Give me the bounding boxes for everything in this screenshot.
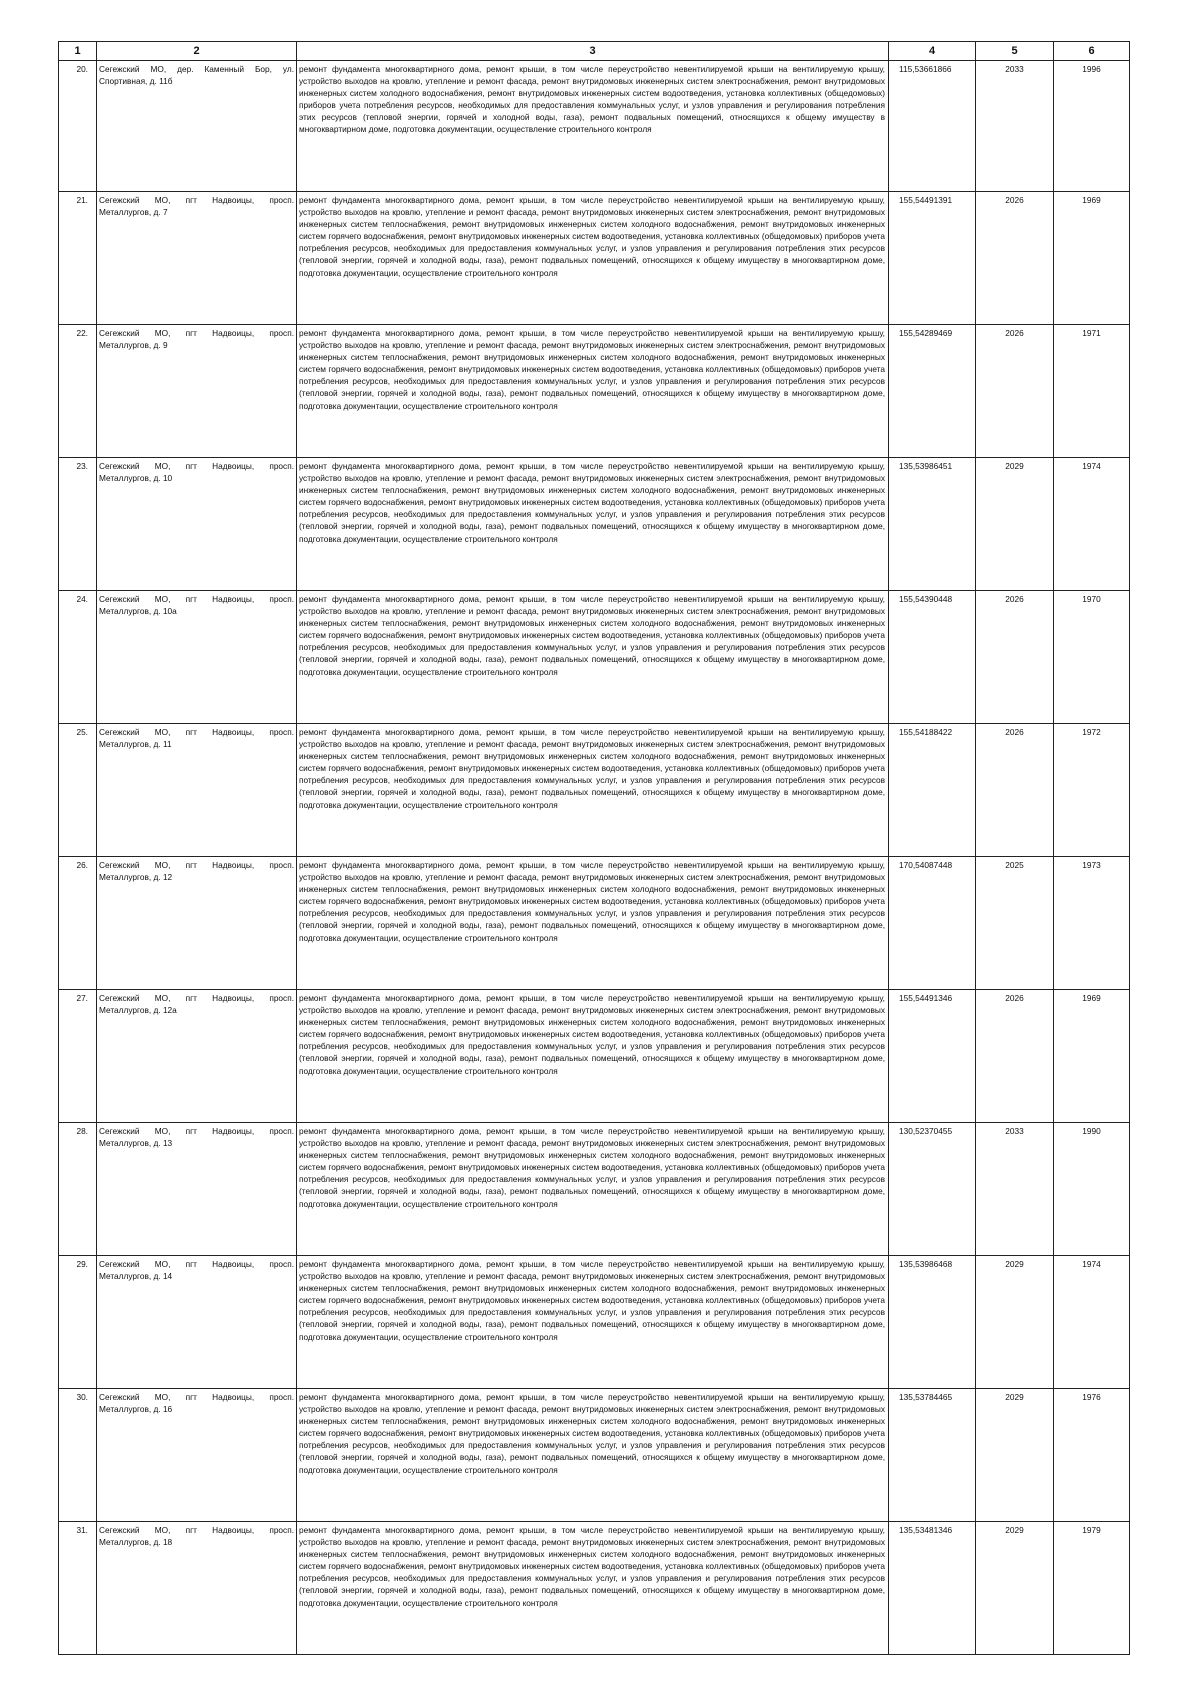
row-cost-value: 135,53784465 — [889, 1389, 976, 1522]
row-address: Сегежский МО, дер. Каменный Бор, ул. Спортивная, д. 11б — [97, 61, 297, 192]
row-number: 31. — [59, 1522, 97, 1655]
row-number: 30. — [59, 1389, 97, 1522]
row-repair-year: 2029 — [976, 458, 1054, 591]
row-works-list: ремонт фундамента многоквартирного дома, ремонт крыши, в том числе переустройство невентилируемой крыши на вентилируемую крышу, устройство выходов на кровлю, утепление и ремонт фасада, ремонт внутридомовых инженерных систем электроснабжения, ремонт внутридомовых инженерных систем теплоснабжения, ремонт внутридомовых инженерных систем холодного водоснабжения, ремонт внутридомовых инженерных систем горячего водоснабжения, ремонт внутридомовых инженерных систем водоотведения, установка коллективных (общедомовых) приборов учета потребления ресурсов, необходимых для предоставления коммунальных услуг, и узлов управления и регулирования потребления этих ресурсов (тепловой энергии, горячей и холодной воды, газа), ремонт подвальных помещений, относящихся к общему имуществу в многоквартирном доме, подготовка документации, осуществление строительного контроля — [297, 192, 889, 325]
table-header-row — [59, 42, 1130, 61]
row-number: 26. — [59, 857, 97, 990]
column-header: 1 — [59, 42, 97, 61]
row-works-list: ремонт фундамента многоквартирного дома, ремонт крыши, в том числе переустройство невентилируемой крыши на вентилируемую крышу, устройство выходов на кровлю, утепление и ремонт фасада, ремонт внутридомовых инженерных систем электроснабжения, ремонт внутридомовых инженерных систем теплоснабжения, ремонт внутридомовых инженерных систем холодного водоснабжения, ремонт внутридомовых инженерных систем горячего водоснабжения, ремонт внутридомовых инженерных систем водоотведения, установка коллективных (общедомовых) приборов учета потребления ресурсов, необходимых для предоставления коммунальных услуг, и узлов управления и регулирования потребления этих ресурсов (тепловой энергии, горячей и холодной воды, газа), ремонт подвальных помещений, относящихся к общему имуществу в многоквартирном доме, подготовка документации, осуществление строительного контроля — [297, 325, 889, 458]
row-address: Сегежский МО, пгт Надвоицы, просп. Металлургов, д. 13 — [97, 1123, 297, 1256]
row-repair-year: 2025 — [976, 857, 1054, 990]
row-repair-year: 2026 — [976, 724, 1054, 857]
table-row — [59, 192, 1130, 325]
row-works-list: ремонт фундамента многоквартирного дома, ремонт крыши, в том числе переустройство невентилируемой крыши на вентилируемую крышу, устройство выходов на кровлю, утепление и ремонт фасада, ремонт внутридомовых инженерных систем электроснабжения, ремонт внутридомовых инженерных систем теплоснабжения, ремонт внутридомовых инженерных систем холодного водоснабжения, ремонт внутридомовых инженерных систем горячего водоснабжения, ремонт внутридомовых инженерных систем водоотведения, установка коллективных (общедомовых) приборов учета потребления ресурсов, необходимых для предоставления коммунальных услуг, и узлов управления и регулирования потребления этих ресурсов (тепловой энергии, горячей и холодной воды, газа), ремонт подвальных помещений, относящихся к общему имуществу в многоквартирном доме, подготовка документации, осуществление строительного контроля — [297, 857, 889, 990]
table-row — [59, 857, 1130, 990]
row-works-list: ремонт фундамента многоквартирного дома, ремонт крыши, в том числе переустройство невентилируемой крыши на вентилируемую крышу, устройство выходов на кровлю, утепление и ремонт фасада, ремонт внутридомовых инженерных систем электроснабжения, ремонт внутридомовых инженерных систем теплоснабжения, ремонт внутридомовых инженерных систем холодного водоснабжения, ремонт внутридомовых инженерных систем горячего водоснабжения, ремонт внутридомовых инженерных систем водоотведения, установка коллективных (общедомовых) приборов учета потребления ресурсов, необходимых для предоставления коммунальных услуг, и узлов управления и регулирования потребления этих ресурсов (тепловой энергии, горячей и холодной воды, газа), ремонт подвальных помещений, относящихся к общему имуществу в многоквартирном доме, подготовка документации, осуществление строительного контроля — [297, 591, 889, 724]
row-build-year: 1969 — [1054, 990, 1130, 1123]
row-number: 24. — [59, 591, 97, 724]
row-number: 22. — [59, 325, 97, 458]
table-row — [59, 1123, 1130, 1256]
column-header: 6 — [1054, 42, 1130, 61]
row-address: Сегежский МО, пгт Надвоицы, просп. Металлургов, д. 12а — [97, 990, 297, 1123]
row-repair-year: 2029 — [976, 1256, 1054, 1389]
row-cost-value: 135,53986451 — [889, 458, 976, 591]
row-address: Сегежский МО, пгт Надвоицы, просп. Металлургов, д. 12 — [97, 857, 297, 990]
row-cost-value: 135,53481346 — [889, 1522, 976, 1655]
row-address: Сегежский МО, пгт Надвоицы, просп. Металлургов, д. 10 — [97, 458, 297, 591]
row-build-year: 1970 — [1054, 591, 1130, 724]
table-row — [59, 61, 1130, 192]
row-address: Сегежский МО, пгт Надвоицы, просп. Металлургов, д. 10а — [97, 591, 297, 724]
row-works-list: ремонт фундамента многоквартирного дома, ремонт крыши, в том числе переустройство невентилируемой крыши на вентилируемую крышу, устройство выходов на кровлю, утепление и ремонт фасада, ремонт внутридомовых инженерных систем электроснабжения, ремонт внутридомовых инженерных систем теплоснабжения, ремонт внутридомовых инженерных систем холодного водоснабжения, ремонт внутридомовых инженерных систем горячего водоснабжения, ремонт внутридомовых инженерных систем водоотведения, установка коллективных (общедомовых) приборов учета потребления ресурсов, необходимых для предоставления коммунальных услуг, и узлов управления и регулирования потребления этих ресурсов (тепловой энергии, горячей и холодной воды, газа), ремонт подвальных помещений, относящихся к общему имуществу в многоквартирном доме, подготовка документации, осуществление строительного контроля — [297, 1522, 889, 1655]
row-address: Сегежский МО, пгт Надвоицы, просп. Металлургов, д. 7 — [97, 192, 297, 325]
row-repair-year: 2029 — [976, 1522, 1054, 1655]
row-works-list: ремонт фундамента многоквартирного дома, ремонт крыши, в том числе переустройство невентилируемой крыши на вентилируемую крышу, устройство выходов на кровлю, утепление и ремонт фасада, ремонт внутридомовых инженерных систем электроснабжения, ремонт внутридомовых инженерных систем теплоснабжения, ремонт внутридомовых инженерных систем холодного водоснабжения, ремонт внутридомовых инженерных систем горячего водоснабжения, ремонт внутридомовых инженерных систем водоотведения, установка коллективных (общедомовых) приборов учета потребления ресурсов, необходимых для предоставления коммунальных услуг, и узлов управления и регулирования потребления этих ресурсов (тепловой энергии, горячей и холодной воды, газа), ремонт подвальных помещений, относящихся к общему имуществу в многоквартирном доме, подготовка документации, осуществление строительного контроля — [297, 724, 889, 857]
row-repair-year: 2033 — [976, 1123, 1054, 1256]
row-build-year: 1990 — [1054, 1123, 1130, 1256]
document-page — [58, 41, 1129, 1655]
column-header: 2 — [97, 42, 297, 61]
row-address: Сегежский МО, пгт Надвоицы, просп. Металлургов, д. 18 — [97, 1522, 297, 1655]
row-repair-year: 2026 — [976, 990, 1054, 1123]
table-row — [59, 990, 1130, 1123]
row-works-list: ремонт фундамента многоквартирного дома, ремонт крыши, в том числе переустройство невентилируемой крыши на вентилируемую крышу, устройство выходов на кровлю, утепление и ремонт фасада, ремонт внутридомовых инженерных систем электроснабжения, ремонт внутридомовых инженерных систем теплоснабжения, ремонт внутридомовых инженерных систем холодного водоснабжения, ремонт внутридомовых инженерных систем горячего водоснабжения, ремонт внутридомовых инженерных систем водоотведения, установка коллективных (общедомовых) приборов учета потребления ресурсов, необходимых для предоставления коммунальных услуг, и узлов управления и регулирования потребления этих ресурсов (тепловой энергии, горячей и холодной воды, газа), ремонт подвальных помещений, относящихся к общему имуществу в многоквартирном доме, подготовка документации, осуществление строительного контроля — [297, 1389, 889, 1522]
row-number: 21. — [59, 192, 97, 325]
column-header: 3 — [297, 42, 889, 61]
row-build-year: 1974 — [1054, 1256, 1130, 1389]
row-repair-year: 2033 — [976, 61, 1054, 192]
row-cost-value: 170,54087448 — [889, 857, 976, 990]
row-address: Сегежский МО, пгт Надвоицы, просп. Металлургов, д. 11 — [97, 724, 297, 857]
row-number: 20. — [59, 61, 97, 192]
row-works-list: ремонт фундамента многоквартирного дома, ремонт крыши, в том числе переустройство невентилируемой крыши на вентилируемую крышу, устройство выходов на кровлю, утепление и ремонт фасада, ремонт внутридомовых инженерных систем электроснабжения, ремонт внутридомовых инженерных систем теплоснабжения, ремонт внутридомовых инженерных систем холодного водоснабжения, ремонт внутридомовых инженерных систем горячего водоснабжения, ремонт внутридомовых инженерных систем водоотведения, установка коллективных (общедомовых) приборов учета потребления ресурсов, необходимых для предоставления коммунальных услуг, и узлов управления и регулирования потребления этих ресурсов (тепловой энергии, горячей и холодной воды, газа), ремонт подвальных помещений, относящихся к общему имуществу в многоквартирном доме, подготовка документации, осуществление строительного контроля — [297, 458, 889, 591]
row-cost-value: 130,52370455 — [889, 1123, 976, 1256]
row-cost-value: 135,53986468 — [889, 1256, 976, 1389]
row-build-year: 1976 — [1054, 1389, 1130, 1522]
row-build-year: 1979 — [1054, 1522, 1130, 1655]
row-build-year: 1972 — [1054, 724, 1130, 857]
row-number: 29. — [59, 1256, 97, 1389]
table-row — [59, 458, 1130, 591]
row-address: Сегежский МО, пгт Надвоицы, просп. Металлургов, д. 16 — [97, 1389, 297, 1522]
row-cost-value: 155,54188422 — [889, 724, 976, 857]
table-row — [59, 325, 1130, 458]
row-works-list: ремонт фундамента многоквартирного дома, ремонт крыши, в том числе переустройство невентилируемой крыши на вентилируемую крышу, устройство выходов на кровлю, утепление и ремонт фасада, ремонт внутридомовых инженерных систем электроснабжения, ремонт внутридомовых инженерных систем холодного водоснабжения, ремонт внутридомовых инженерных систем водоотведения, установка коллективных (общедомовых) приборов учета потребления ресурсов, необходимых для предоставления коммунальных услуг, и узлов управления и регулирования потребления этих ресурсов (тепловой энергии, горячей и холодной воды, газа), ремонт подвальных помещений, относящихся к общему имуществу в многоквартирном доме, подготовка документации, осуществление строительного контроля — [297, 61, 889, 192]
row-repair-year: 2029 — [976, 1389, 1054, 1522]
row-build-year: 1973 — [1054, 857, 1130, 990]
row-repair-year: 2026 — [976, 325, 1054, 458]
row-works-list: ремонт фундамента многоквартирного дома, ремонт крыши, в том числе переустройство невентилируемой крыши на вентилируемую крышу, устройство выходов на кровлю, утепление и ремонт фасада, ремонт внутридомовых инженерных систем электроснабжения, ремонт внутридомовых инженерных систем теплоснабжения, ремонт внутридомовых инженерных систем холодного водоснабжения, ремонт внутридомовых инженерных систем горячего водоснабжения, ремонт внутридомовых инженерных систем водоотведения, установка коллективных (общедомовых) приборов учета потребления ресурсов, необходимых для предоставления коммунальных услуг, и узлов управления и регулирования потребления этих ресурсов (тепловой энергии, горячей и холодной воды, газа), ремонт подвальных помещений, относящихся к общему имуществу в многоквартирном доме, подготовка документации, осуществление строительного контроля — [297, 990, 889, 1123]
row-build-year: 1974 — [1054, 458, 1130, 591]
column-header: 4 — [889, 42, 976, 61]
row-number: 25. — [59, 724, 97, 857]
row-number: 27. — [59, 990, 97, 1123]
row-cost-value: 155,54289469 — [889, 325, 976, 458]
row-build-year: 1971 — [1054, 325, 1130, 458]
row-repair-year: 2026 — [976, 192, 1054, 325]
row-number: 23. — [59, 458, 97, 591]
row-repair-year: 2026 — [976, 591, 1054, 724]
row-cost-value: 115,53661866 — [889, 61, 976, 192]
row-works-list: ремонт фундамента многоквартирного дома, ремонт крыши, в том числе переустройство невентилируемой крыши на вентилируемую крышу, устройство выходов на кровлю, утепление и ремонт фасада, ремонт внутридомовых инженерных систем электроснабжения, ремонт внутридомовых инженерных систем теплоснабжения, ремонт внутридомовых инженерных систем холодного водоснабжения, ремонт внутридомовых инженерных систем горячего водоснабжения, ремонт внутридомовых инженерных систем водоотведения, установка коллективных (общедомовых) приборов учета потребления ресурсов, необходимых для предоставления коммунальных услуг, и узлов управления и регулирования потребления этих ресурсов (тепловой энергии, горячей и холодной воды, газа), ремонт подвальных помещений, относящихся к общему имуществу в многоквартирном доме, подготовка документации, осуществление строительного контроля — [297, 1123, 889, 1256]
column-header: 5 — [976, 42, 1054, 61]
row-address: Сегежский МО, пгт Надвоицы, просп. Металлургов, д. 9 — [97, 325, 297, 458]
row-cost-value: 155,54491391 — [889, 192, 976, 325]
row-works-list: ремонт фундамента многоквартирного дома, ремонт крыши, в том числе переустройство невентилируемой крыши на вентилируемую крышу, устройство выходов на кровлю, утепление и ремонт фасада, ремонт внутридомовых инженерных систем электроснабжения, ремонт внутридомовых инженерных систем теплоснабжения, ремонт внутридомовых инженерных систем холодного водоснабжения, ремонт внутридомовых инженерных систем горячего водоснабжения, ремонт внутридомовых инженерных систем водоотведения, установка коллективных (общедомовых) приборов учета потребления ресурсов, необходимых для предоставления коммунальных услуг, и узлов управления и регулирования потребления этих ресурсов (тепловой энергии, горячей и холодной воды, газа), ремонт подвальных помещений, относящихся к общему имуществу в многоквартирном доме, подготовка документации, осуществление строительного контроля — [297, 1256, 889, 1389]
table-row — [59, 724, 1130, 857]
row-number: 28. — [59, 1123, 97, 1256]
table-row — [59, 1256, 1130, 1389]
row-cost-value: 155,54491346 — [889, 990, 976, 1123]
table-row — [59, 591, 1130, 724]
table-row — [59, 1389, 1130, 1522]
row-cost-value: 155,54390448 — [889, 591, 976, 724]
row-build-year: 1996 — [1054, 61, 1130, 192]
capital-repair-table — [58, 41, 1130, 1655]
row-address: Сегежский МО, пгт Надвоицы, просп. Металлургов, д. 14 — [97, 1256, 297, 1389]
table-row — [59, 1522, 1130, 1655]
row-build-year: 1969 — [1054, 192, 1130, 325]
